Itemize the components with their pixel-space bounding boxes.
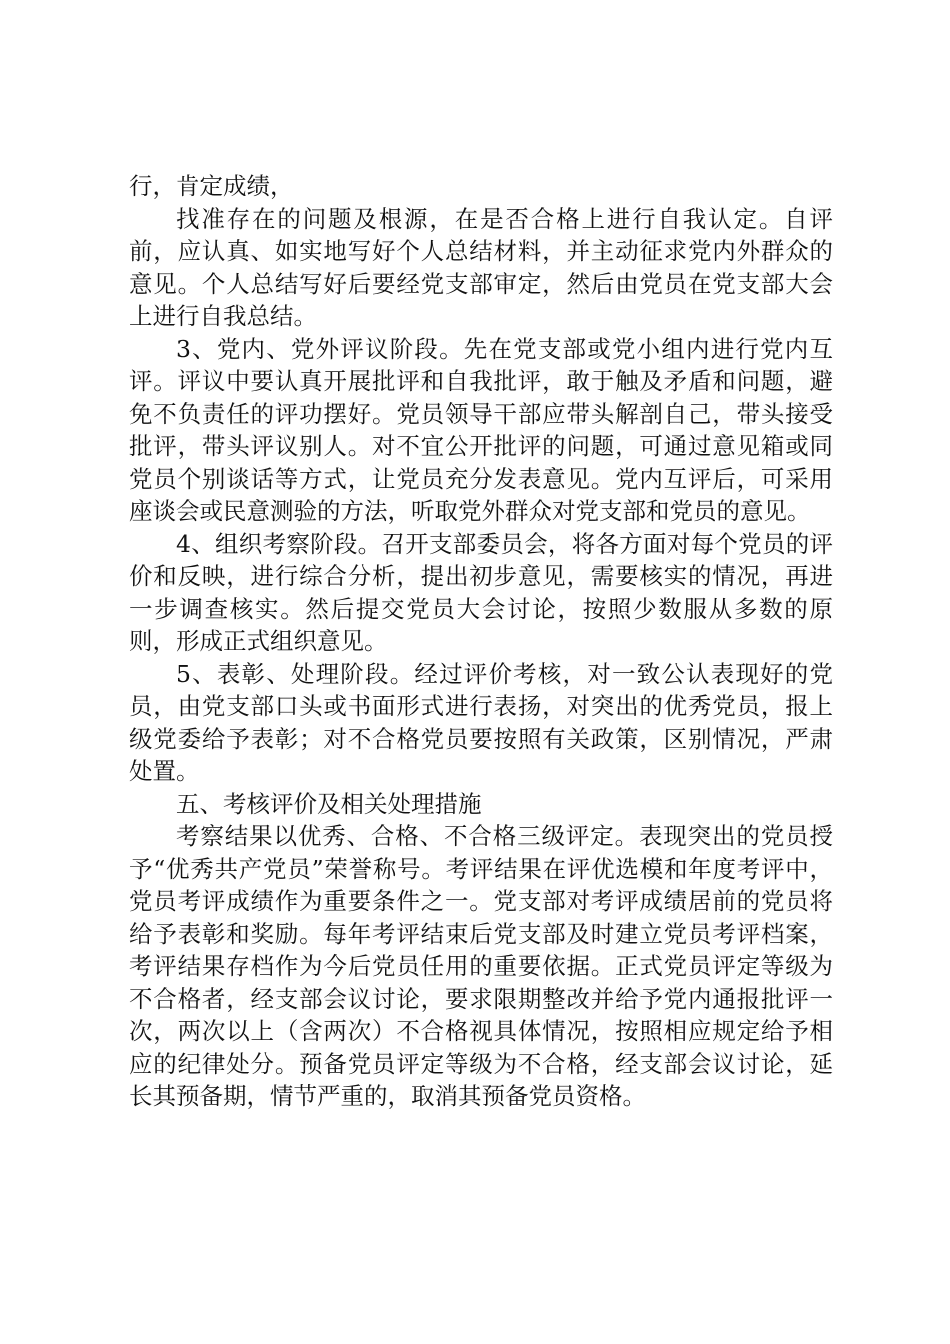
paragraph-evaluation-results: 考察结果以优秀、合格、不合格三级评定。表现突出的党员授予“优秀共产党员”荣誉称号。考评结果在评优选模和年度考评中，党员考评成绩作为重要条件之一。党支部对考评成绩居前的党员将给予表彰和奖励。每年考评结束后党支部及时建立党员考评档案，考评结果存档作为今后党员任用的重要依据。正式党员评定等级为不合格者，经支部会议讨论，要求限期整改并给予党内通报批评一次，两次以上（含两次）不合格视具体情况，按照相应规定给予相应的纪律处分。预备党员评定等级为不合格，经支部会议讨论，延长其预备期，情节严重的，取消其预备党员资格。 (129, 822, 833, 1110)
section-heading-5: 五、考核评价及相关处理措施 (176, 789, 482, 818)
document-body (129, 170, 833, 1113)
paragraph-continuation: 行，肯定成绩， (129, 172, 294, 200)
paragraph-stage-3: 3、党内、党外评议阶段。先在党支部或党小组内进行党内互评。评议中要认真开展批评和自我批评，敢于触及矛盾和问题，避免不负责任的评功摆好。党员领导干部应带头解剖自己，带头接受批评，带头评议别人。对不宜公开批评的问题，可通过意见箱或同党员个别谈话等方式，让党员充分发表意见。党内互评后，可采用座谈会或民意测验的方法，听取党外群众对党支部和党员的意见。 (129, 334, 833, 525)
paragraph-self-evaluation: 找准存在的问题及根源，在是否合格上进行自我认定。自评前，应认真、如实地写好个人总结材料，并主动征求党内外群众的意见。个人总结写好后要经党支部审定，然后由党员在党支部大会上进行自我总结。 (129, 204, 833, 330)
paragraph-stage-4: 4、组织考察阶段。召开支部委员会，将各方面对每个党员的评价和反映，进行综合分析，提出初步意见，需要核实的情况，再进一步调查核实。然后提交党员大会讨论，按照少数服从多数的原则，形成正式组织意见。 (129, 529, 833, 655)
paragraph-stage-5: 5、表彰、处理阶段。经过评价考核，对一致公认表现好的党员，由党支部口头或书面形式进行表扬，对突出的优秀党员，报上级党委给予表彰；对不合格党员要按照有关政策，区别情况，严肃处置。 (129, 659, 833, 785)
